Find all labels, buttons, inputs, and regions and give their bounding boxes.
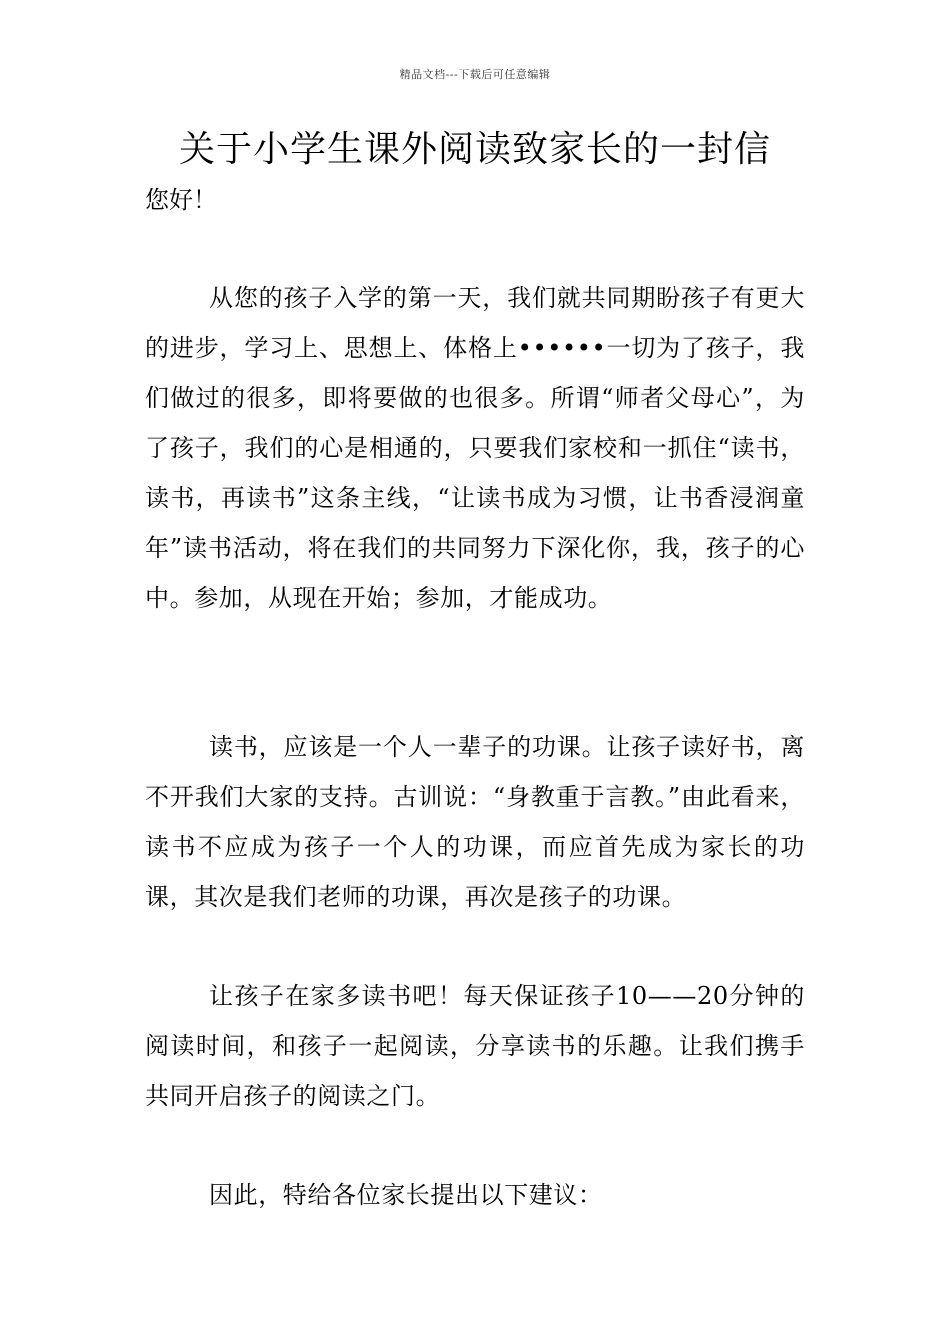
paragraph-4: 因此，特给各位家长提出以下建议： (209, 1181, 603, 1209)
greeting: 您好！ (145, 186, 217, 214)
header-note: 精品文档---下载后可任意编辑 (399, 68, 551, 81)
paragraph-3: 让孩子在家多读书吧！每天保证孩子10——20分钟的阅读时间，和孩子一起阅读，分享读书的乐趣。让我们携手共同开启孩子的阅读之门。 (145, 982, 805, 1110)
document-title: 关于小学生课外阅读致家长的一封信 (178, 129, 771, 170)
paragraph-2: 读书，应该是一个人一辈子的功课。让孩子读好书，离不开我们大家的支持。古训说：“身教重于言教。”由此看来，读书不应成为孩子一个人的功课，而应首先成为家长的功课，其次是我们老师的功课，再次是孩子的功课。 (145, 733, 805, 911)
paragraph-1: 从您的孩子入学的第一天，我们就共同期盼孩子有更大的进步，学习上、思想上、体格上••••••一切为了孩子，我们做过的很多，即将要做的也很多。所谓“师者父母心”，为了孩子，我们的心是相通的，只要我们家校和一抓住“读书，读书，再读书”这条主线，“让读书成为习惯，让书香浸润童年”读书活动，将在我们的共同努力下深化你，我，孩子的心中。参加，从现在开始；参加，才能成功。 (145, 284, 805, 612)
